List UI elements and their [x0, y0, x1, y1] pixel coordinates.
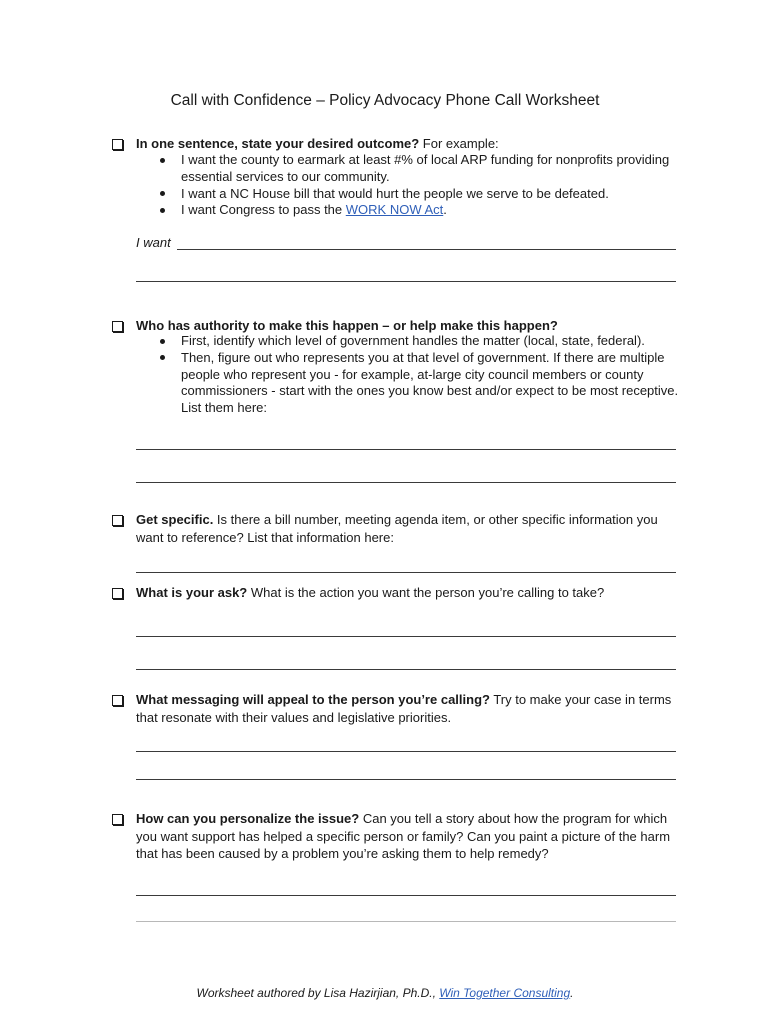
footer-end: .: [570, 986, 574, 1000]
page-title: Call with Confidence – Policy Advocacy Phone Call Worksheet: [170, 92, 600, 109]
question-text: Is there a bill number, meeting agenda item, or other specific information you want to reference? List that information here:: [136, 512, 658, 545]
question-personalize: [136, 810, 676, 863]
question-bold: What messaging will appeal to the person you’re calling?: [136, 692, 490, 707]
question-bold: Who has authority to make this happen – or help make this happen?: [136, 318, 558, 333]
authority-steps-list: [136, 333, 681, 417]
question-bold: How can you personalize the issue?: [136, 811, 360, 826]
question-text: Try to make your case in terms that resonate with their values and legislative priorities.: [136, 692, 672, 725]
checkbox-your-ask[interactable]: [112, 588, 123, 599]
question-text: For example:: [419, 136, 499, 151]
question-get-specific: [136, 511, 676, 546]
checkbox-authority[interactable]: [112, 321, 123, 332]
checkbox-get-specific[interactable]: [112, 515, 123, 526]
question-desired-outcome: [136, 135, 676, 153]
outcome-examples-list: [136, 152, 681, 219]
answer-line[interactable]: [136, 482, 676, 483]
list-item: [136, 202, 681, 219]
checkbox-desired-outcome[interactable]: [112, 139, 123, 150]
i-want-label: I want: [136, 235, 171, 250]
answer-line[interactable]: [136, 921, 676, 922]
answer-line[interactable]: [136, 895, 676, 896]
question-your-ask: [136, 584, 676, 602]
question-bold: Get specific.: [136, 512, 214, 527]
answer-line[interactable]: [136, 669, 676, 670]
answer-line[interactable]: [136, 449, 676, 450]
question-authority: [136, 317, 676, 335]
answer-line[interactable]: [136, 572, 676, 573]
question-messaging: [136, 691, 676, 726]
list-item: Then, figure out who represents you at that level of government. If there are multiple people who represent you - for example, at-large city council members or county commissioners - start with the ones you know best and/or expect to be most receptive. List them here:: [136, 350, 681, 417]
checkbox-personalize[interactable]: [112, 814, 123, 825]
list-item: I want a NC House bill that would hurt the people we serve to be defeated.: [136, 186, 681, 203]
answer-line[interactable]: [136, 779, 676, 780]
question-bold: What is your ask?: [136, 585, 248, 600]
list-item: I want the county to earmark at least #% of local ARP funding for nonprofits providing essential services to our community.: [136, 152, 681, 186]
win-together-consulting-link[interactable]: Win Together Consulting: [439, 986, 571, 1000]
answer-line[interactable]: [136, 751, 676, 752]
answer-line[interactable]: [136, 281, 676, 282]
bullet-text: .: [443, 202, 447, 218]
answer-line[interactable]: [136, 636, 676, 637]
answer-line-i-want[interactable]: [177, 249, 676, 250]
checkbox-messaging[interactable]: [112, 695, 123, 706]
question-text: What is the action you want the person you’re calling to take?: [247, 585, 605, 600]
bullet-text: I want Congress to pass the: [181, 202, 346, 218]
question-bold: In one sentence, state your desired outcome?: [136, 136, 420, 151]
footer-text: Worksheet authored by Lisa Hazirjian, Ph.D.,: [196, 986, 440, 1000]
work-now-act-link[interactable]: WORK NOW Act: [345, 202, 444, 218]
footer-credit: [0, 986, 770, 1000]
list-item: First, identify which level of government handles the matter (local, state, federal).: [136, 333, 681, 350]
question-text: Can you tell a story about how the program for which you want support has helped a specific person or family? Can you paint a picture of the harm that has been caused by a problem you’re asking them to help remedy?: [136, 811, 671, 861]
